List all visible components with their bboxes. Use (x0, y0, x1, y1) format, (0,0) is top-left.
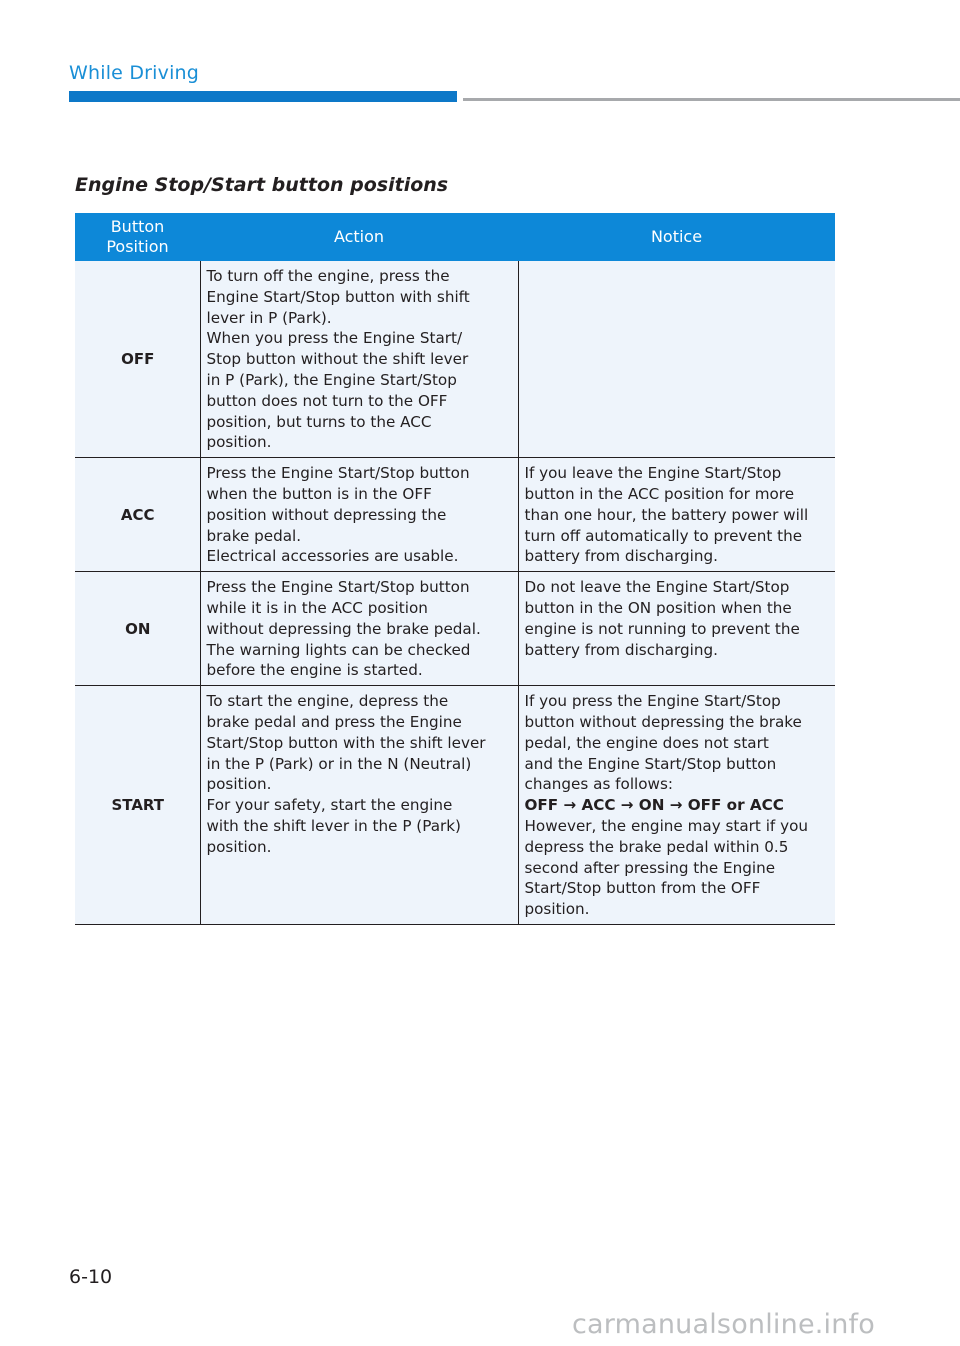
position-label: ACC (120, 505, 155, 524)
header-action (200, 213, 518, 261)
action-text: Press the Engine Start/Stop button while it is in the ACC position without depressing the brake pedal. The warning lights can be checked before the engine is started. (206, 578, 481, 680)
cell-position-on (75, 572, 200, 686)
header-rule (463, 98, 960, 101)
cell-notice-on (518, 572, 835, 686)
header-notice (518, 213, 835, 261)
cell-notice-start (518, 686, 835, 925)
cell-action-off (200, 261, 518, 458)
cell-action-on (200, 572, 518, 686)
button-sequence: OFF → ACC → ON → OFF or ACC (524, 796, 784, 815)
table-row-start (75, 686, 835, 925)
header-action-label: Action (333, 227, 385, 246)
header-notice-label: Notice (650, 227, 703, 246)
cell-action-acc (200, 458, 518, 572)
table-row-off (75, 261, 835, 458)
table-row-acc (75, 458, 835, 572)
header-accent-bar (69, 91, 457, 102)
position-label: ON (125, 619, 151, 638)
cell-notice-off (518, 261, 835, 458)
cell-position-acc (75, 458, 200, 572)
action-text: To start the engine, depress the brake pedal and press the Engine Start/Stop button with the shift lever in the P (Park) or in the N (Neutral) position. For your safety, start the engine with the shift lever in the P (Park) position. (206, 692, 486, 856)
header-button-position (75, 213, 200, 261)
header-button-position-label: Button Position (106, 217, 169, 256)
notice-text: Do not leave the Engine Start/Stop button in the ON position when the engine is not running to prevent the battery from discharging. (524, 578, 800, 659)
cell-position-off (75, 261, 200, 458)
table-header-row (75, 213, 835, 261)
section-title: While Driving (69, 62, 200, 84)
action-text: Press the Engine Start/Stop button when the button is in the OFF position without depressing the brake pedal. Electrical accessories are usable. (206, 464, 470, 566)
cell-action-start (200, 686, 518, 925)
table-heading: Engine Stop/Start button positions (75, 174, 449, 196)
cell-notice-acc (518, 458, 835, 572)
position-label: OFF (121, 350, 155, 369)
position-label: START (111, 796, 165, 815)
watermark: carmanualsonline.info (572, 1309, 875, 1340)
action-text: To turn off the engine, press the Engine Start/Stop button with shift lever in P (Park). When you press the Engine Start/ Stop button without the shift lever in P (Park), the Engine Start/Stop button does not turn to the OFF position, but turns to the ACC position. (206, 267, 470, 452)
page-number: 6-10 (69, 1266, 113, 1288)
button-positions-table (75, 213, 835, 925)
notice-text-continued: However, the engine may start if you depress the brake pedal within 0.5 second after pressing the Engine Start/Stop button from the OFF position. (524, 816, 809, 919)
table-row-on (75, 572, 835, 686)
notice-text: If you press the Engine Start/Stop button without depressing the brake pedal, the engine does not start and the Engine Start/Stop button changes as follows: (524, 692, 802, 794)
cell-position-start (75, 686, 200, 925)
notice-text: If you leave the Engine Start/Stop button in the ACC position for more than one hour, the battery power will turn off automatically to prevent the battery from discharging. (524, 464, 809, 566)
